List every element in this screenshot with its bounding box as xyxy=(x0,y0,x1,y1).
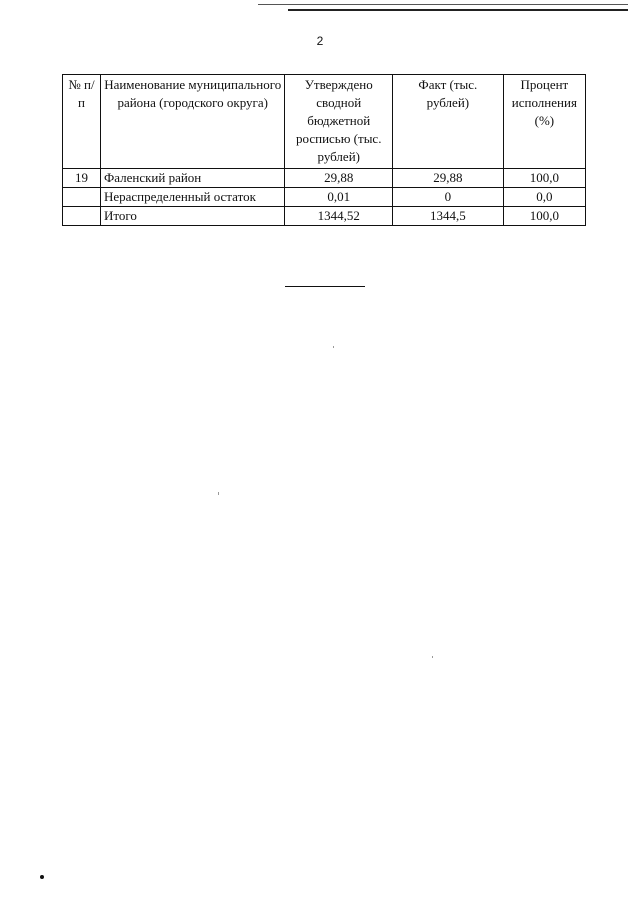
header-fact: Факт (тыс. рублей) xyxy=(393,75,504,169)
table-row xyxy=(63,188,586,207)
page-number: 2 xyxy=(316,34,324,48)
cell-fact: 29,88 xyxy=(393,169,504,188)
table-row xyxy=(63,169,586,188)
cell-percent: 0,0 xyxy=(503,188,585,207)
header-percent: Процент исполнения (%) xyxy=(503,75,585,169)
cell-number: 19 xyxy=(63,169,101,188)
top-rule-thin xyxy=(258,4,628,5)
cell-number xyxy=(63,207,101,226)
cell-fact: 1344,5 xyxy=(393,207,504,226)
cell-approved: 29,88 xyxy=(285,169,393,188)
cell-percent: 100,0 xyxy=(503,207,585,226)
cell-approved: 1344,52 xyxy=(285,207,393,226)
scan-speck xyxy=(333,346,334,348)
scan-speck xyxy=(218,492,219,495)
scan-speck xyxy=(432,656,433,658)
cell-district-name: Нераспределенный остаток xyxy=(100,188,285,207)
budget-execution-table xyxy=(62,74,586,226)
header-district-name: Наименование муниципального района (городского округа) xyxy=(100,75,285,169)
header-approved: Утверждено сводной бюджетной росписью (тыс. рублей) xyxy=(285,75,393,169)
cell-approved: 0,01 xyxy=(285,188,393,207)
end-of-table-rule xyxy=(285,286,365,287)
table-total-row xyxy=(63,207,586,226)
header-number: № п/п xyxy=(63,75,101,169)
scan-dot xyxy=(40,875,44,879)
cell-percent: 100,0 xyxy=(503,169,585,188)
cell-number xyxy=(63,188,101,207)
table-header-row xyxy=(63,75,586,169)
cell-district-name: Фаленский район xyxy=(100,169,285,188)
cell-district-name: Итого xyxy=(100,207,285,226)
cell-fact: 0 xyxy=(393,188,504,207)
top-rule-thick xyxy=(288,9,628,11)
